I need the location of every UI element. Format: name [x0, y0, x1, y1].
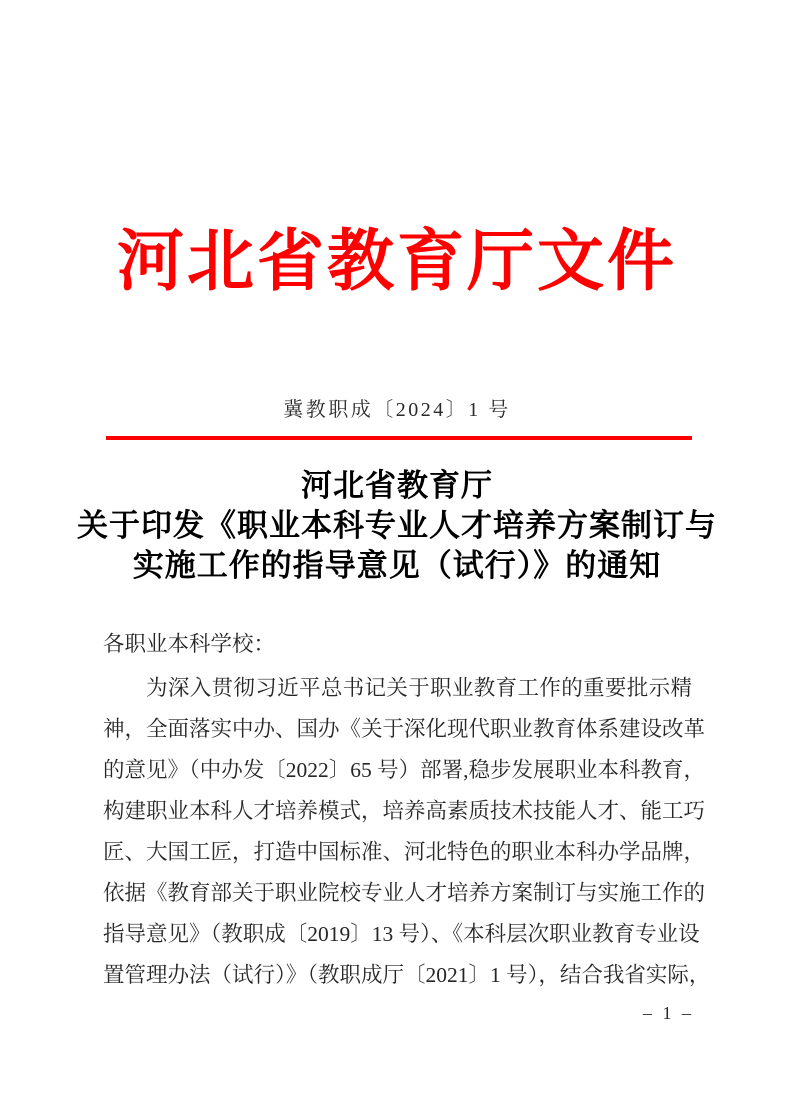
body-text-line: 构建职业本科人才培养模式，培养高素质技术技能人才、能工巧	[103, 799, 706, 823]
body-text-line: 置管理办法（试行）》（教职成厅〔2021〕1 号），结合我省实际，	[103, 963, 711, 987]
page-number: – 1 –	[643, 1003, 694, 1023]
body-text-line: 为深入贯彻习近平总书记关于职业教育工作的重要批示精	[146, 676, 692, 700]
subject-line-title-1: 关于印发《职业本科专业人才培养方案制订与	[77, 508, 717, 543]
body-text-line: 的意见》（中办发〔2022〕65 号）部署,稳步发展职业本科教育，	[103, 758, 706, 782]
document-subject	[0, 466, 794, 586]
subject-line-issuer: 河北省教育厅	[301, 468, 493, 503]
body-text-line: 依据《教育部关于职业院校专业人才培养方案制订与实施工作的	[103, 881, 706, 905]
subject-line-title-2: 实施工作的指导意见（试行）》的通知	[132, 548, 662, 583]
body-paragraph	[103, 668, 711, 996]
body-text-line: 神，全面落实中办、国办《关于深化现代职业教育体系建设改革	[103, 717, 706, 741]
body-text-line: 指导意见》（教职成〔2019〕13 号）、《本科层次职业教育专业设	[103, 922, 700, 946]
body-text-line: 匠、大国工匠，打造中国标准、河北特色的职业本科办学品牌，	[103, 840, 706, 864]
document-reference-number: 冀教职成〔2024〕1 号	[283, 399, 511, 421]
agency-masthead-title: 河北省教育厅文件	[117, 225, 677, 299]
red-divider-line	[106, 436, 692, 440]
salutation: 各职业本科学校：	[103, 632, 276, 656]
